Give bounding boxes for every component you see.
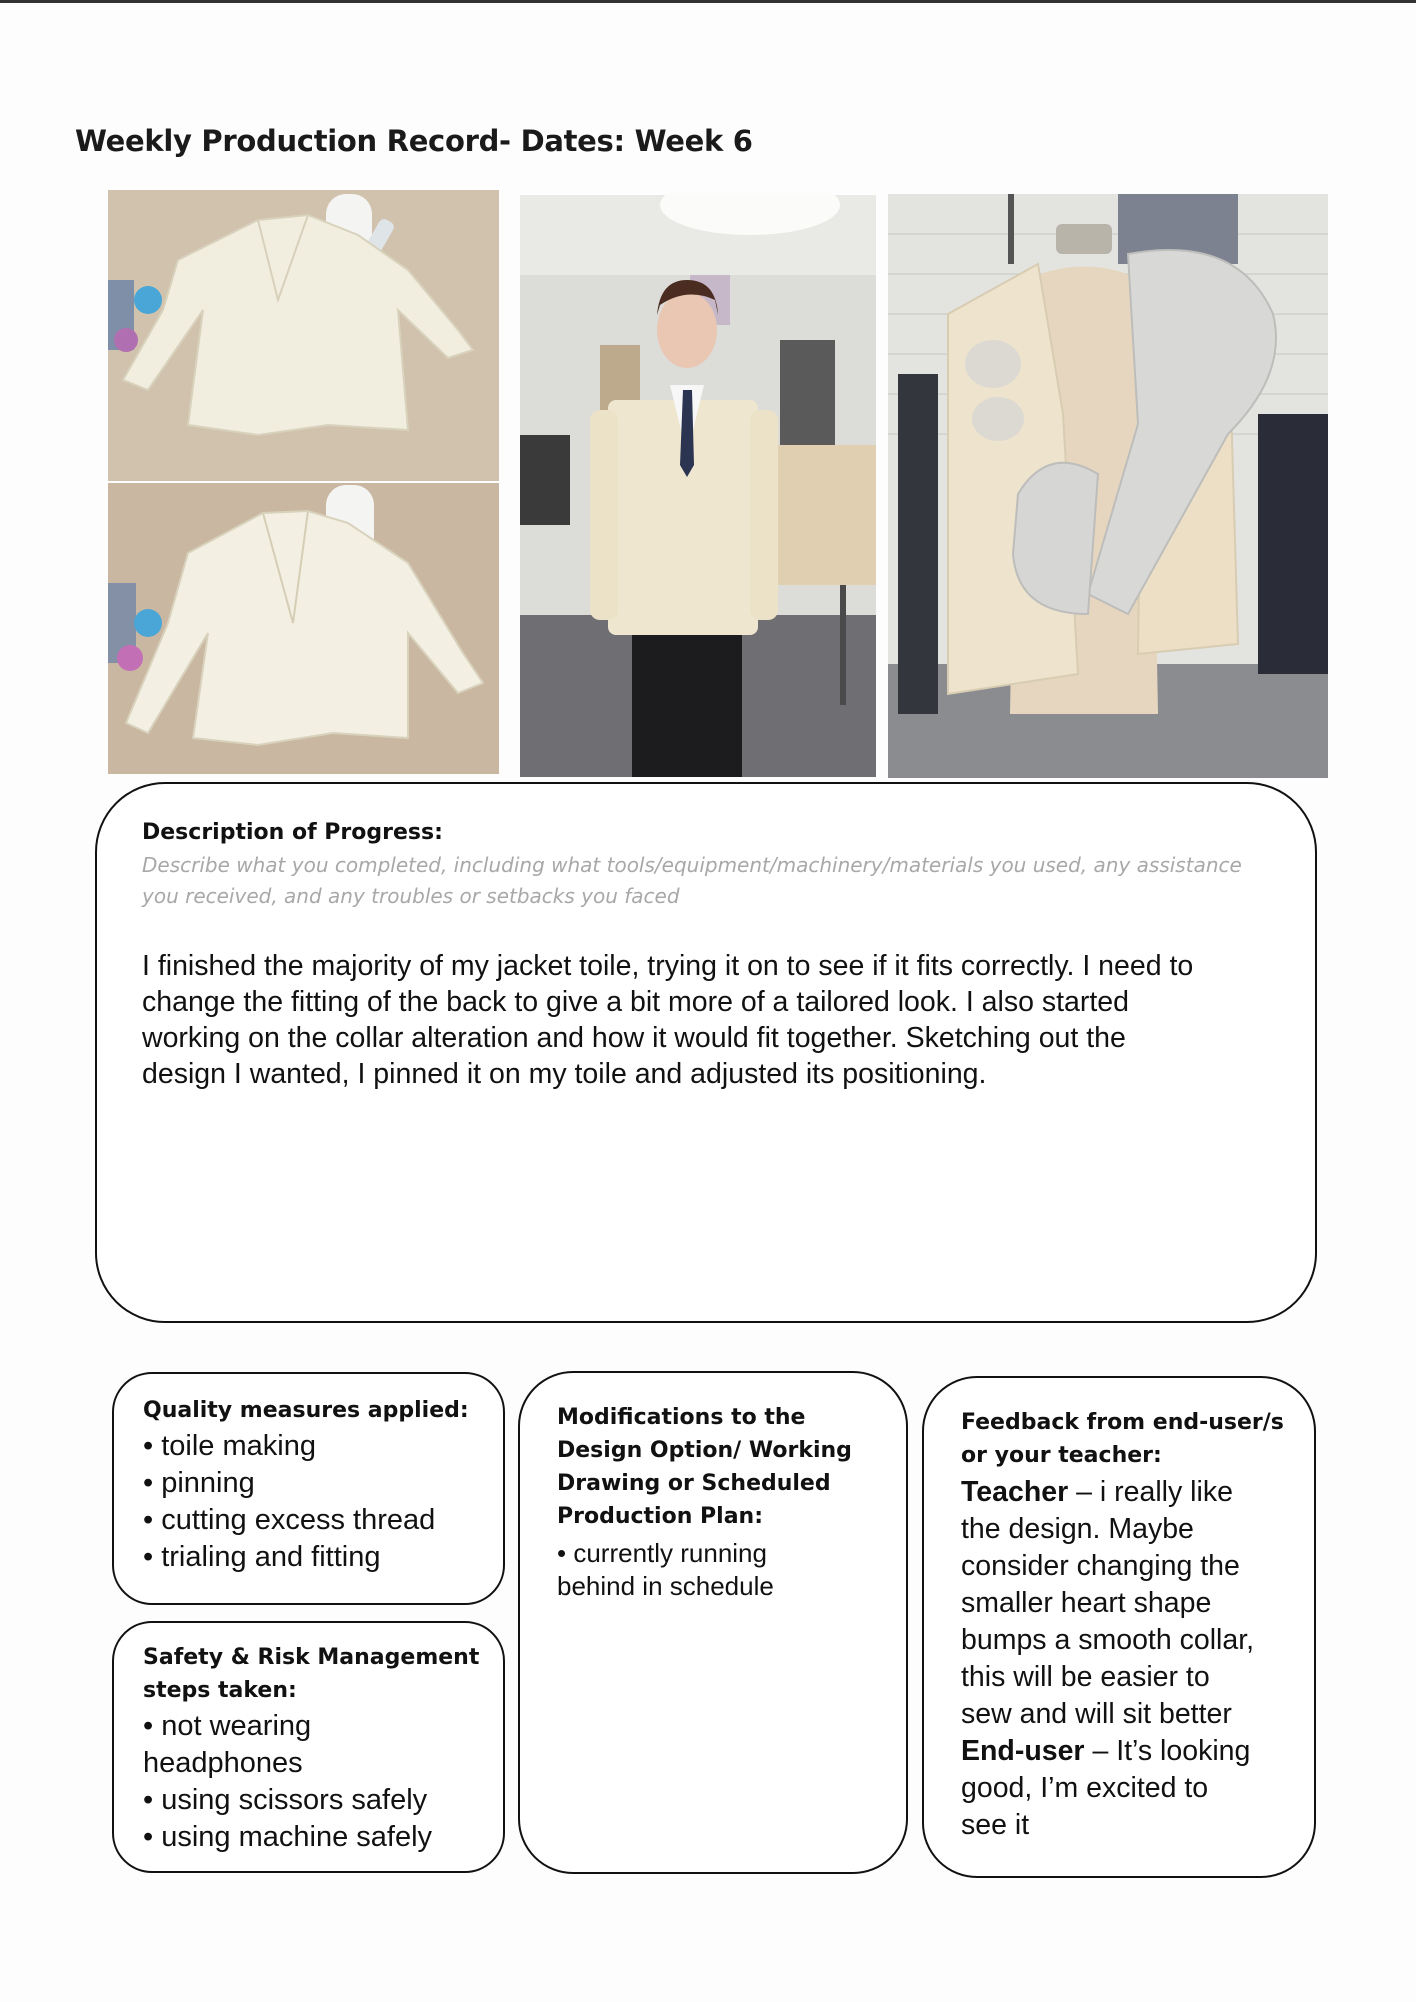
feedback-line: bumps a smooth collar, [961, 1624, 1255, 1656]
quality-box [112, 1372, 505, 1605]
list-item: • cutting excess thread [143, 1504, 436, 1536]
feedback-heading-line: or your teacher: [961, 1443, 1162, 1468]
progress-line: change the fitting of the back to give a bit more of a tailored look. I also started [142, 986, 1129, 1018]
feedback-box [922, 1376, 1316, 1878]
list-item: • using machine safely [143, 1821, 433, 1853]
safety-heading-line: Safety & Risk Management [143, 1645, 480, 1670]
modifications-list [557, 1537, 774, 1603]
feedback-text [961, 1474, 1254, 1844]
feedback-line: this will be easier to [961, 1661, 1210, 1693]
student-wearing-toile-photo [520, 195, 876, 777]
feedback-line: the design. Maybe [961, 1513, 1194, 1545]
list-item: • toile making [143, 1430, 316, 1462]
enduser-label: End-user [961, 1735, 1085, 1767]
modifications-box [518, 1371, 908, 1874]
toile-on-mannequin-photo [888, 194, 1328, 778]
modifications-heading [557, 1401, 852, 1533]
feedback-line: good, I’m excited to [961, 1772, 1209, 1804]
feedback-line: smaller heart shape [961, 1587, 1212, 1619]
progress-text [142, 948, 1193, 1092]
modifications-heading-line: Drawing or Scheduled [557, 1471, 831, 1496]
progress-line: design I wanted, I pinned it on my toile and adjusted its positioning. [142, 1058, 987, 1090]
safety-box [112, 1621, 505, 1873]
scan-top-edge [0, 0, 1416, 3]
safety-heading [143, 1641, 479, 1707]
feedback-heading-line: Feedback from end-user/s [961, 1410, 1284, 1435]
modifications-heading-line: Production Plan: [557, 1504, 764, 1529]
feedback-heading [961, 1406, 1284, 1472]
list-item: • using scissors safely [143, 1784, 428, 1816]
teacher-label: Teacher [961, 1476, 1069, 1508]
list-item: headphones [143, 1747, 303, 1779]
feedback-line: consider changing the [961, 1550, 1240, 1582]
teacher-feedback-first-line [961, 1474, 1254, 1511]
feedback-line: sew and will sit better [961, 1698, 1232, 1730]
progress-hint-line-1: Describe what you completed, including what tools/equipment/machinery/materials you used, any assistance [142, 853, 1242, 877]
jacket-toile-flat-photo-top [108, 190, 499, 481]
feedback-line: see it [961, 1809, 1030, 1841]
jacket-toile-flat-photo-bottom [108, 483, 499, 774]
enduser-feedback-dash: – It’s looking [1084, 1735, 1251, 1767]
progress-hint-line-2: you received, and any troubles or setbacks you faced [142, 884, 680, 908]
progress-box [95, 782, 1317, 1323]
modifications-heading-line: Modifications to the [557, 1405, 806, 1430]
list-item: • trialing and fitting [143, 1541, 381, 1573]
progress-line: I finished the majority of my jacket toile, trying it on to see if it fits correctly. I need to [142, 950, 1194, 982]
quality-list [143, 1428, 435, 1576]
list-item: • pinning [143, 1467, 255, 1499]
modifications-heading-line: Design Option/ Working [557, 1438, 852, 1463]
list-item: behind in schedule [557, 1571, 774, 1601]
list-item: • not wearing [143, 1710, 312, 1742]
progress-heading: Description of Progress: [142, 820, 443, 845]
page-title: Weekly Production Record- Dates: Week 6 [75, 124, 753, 158]
teacher-feedback-dash: – i really like [1068, 1476, 1233, 1508]
quality-heading: Quality measures applied: [143, 1398, 469, 1423]
progress-line: working on the collar alteration and how it would fit together. Sketching out the [142, 1022, 1126, 1054]
enduser-feedback-first-line [961, 1733, 1254, 1770]
safety-heading-line: steps taken: [143, 1678, 297, 1703]
safety-list [143, 1708, 432, 1856]
list-item: • currently running [557, 1538, 767, 1568]
